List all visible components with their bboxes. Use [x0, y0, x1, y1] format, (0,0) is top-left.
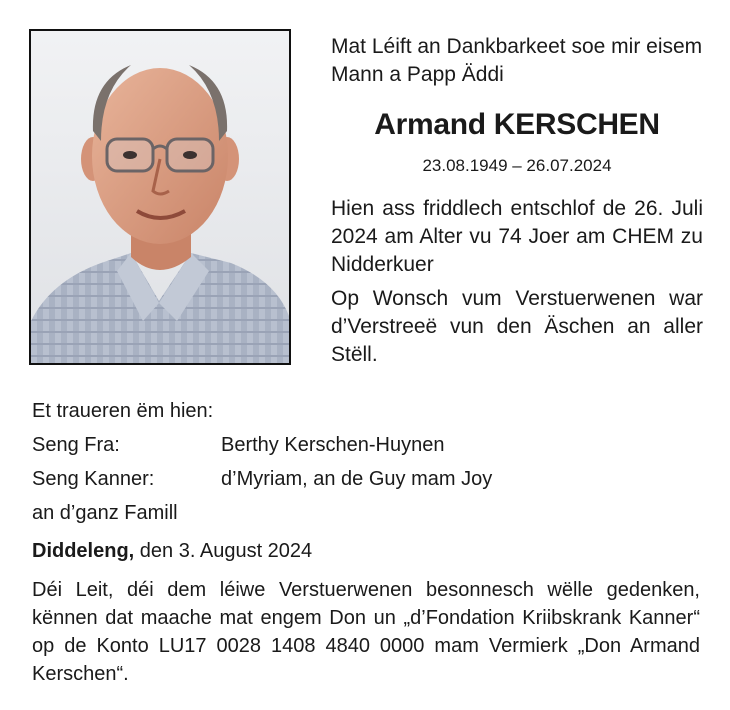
donation-paragraph: Déi Leit, déi dem léiwe Verstuerwenen besonnesch wëlle gedenken, kënnen dat maache mat engem Don un „d’Fondation Kriibskrank Kanner“ op de Konto LU17 0028 1408 4840 0000 mam Vermierk „Don Armand Kerschen“. [32, 579, 700, 685]
mourner-row-wife [32, 430, 712, 464]
right-column [331, 33, 703, 369]
mourners-heading: Et traueren ëm hien: [32, 400, 214, 422]
wife-name: Berthy Kerschen-Huynen [221, 434, 445, 456]
death-paragraph: Hien ass friddlech entschlof de 26. Juli 2024 am Alter vu 74 Joer am CHEM zu Nidderkuer [331, 197, 703, 276]
family-line: an d’ganz Famill [32, 502, 178, 524]
deceased-name: Armand KERSCHEN [374, 108, 660, 141]
mourners-section [32, 396, 712, 532]
life-dates: 23.08.1949 – 26.07.2024 [422, 156, 612, 175]
mourner-row-children [32, 464, 712, 498]
children-names: d’Myriam, an de Guy mam Joy [221, 468, 493, 490]
place-city: Diddeleng, [32, 540, 135, 562]
notice-date: den 3. August 2024 [139, 540, 313, 562]
wife-label: Seng Fra: [32, 434, 120, 456]
children-label: Seng Kanner: [32, 468, 155, 490]
portrait-photo [29, 29, 291, 365]
intro-text: Mat Léift an Dankbarkeet soe mir eisem Mann a Papp Äddi [331, 35, 703, 86]
portrait-illustration [31, 31, 289, 363]
wish-paragraph: Op Wonsch vum Verstuerwenen war d’Verstreeë vun den Äschen an aller Stëll. [331, 287, 703, 366]
place-date [32, 537, 312, 565]
